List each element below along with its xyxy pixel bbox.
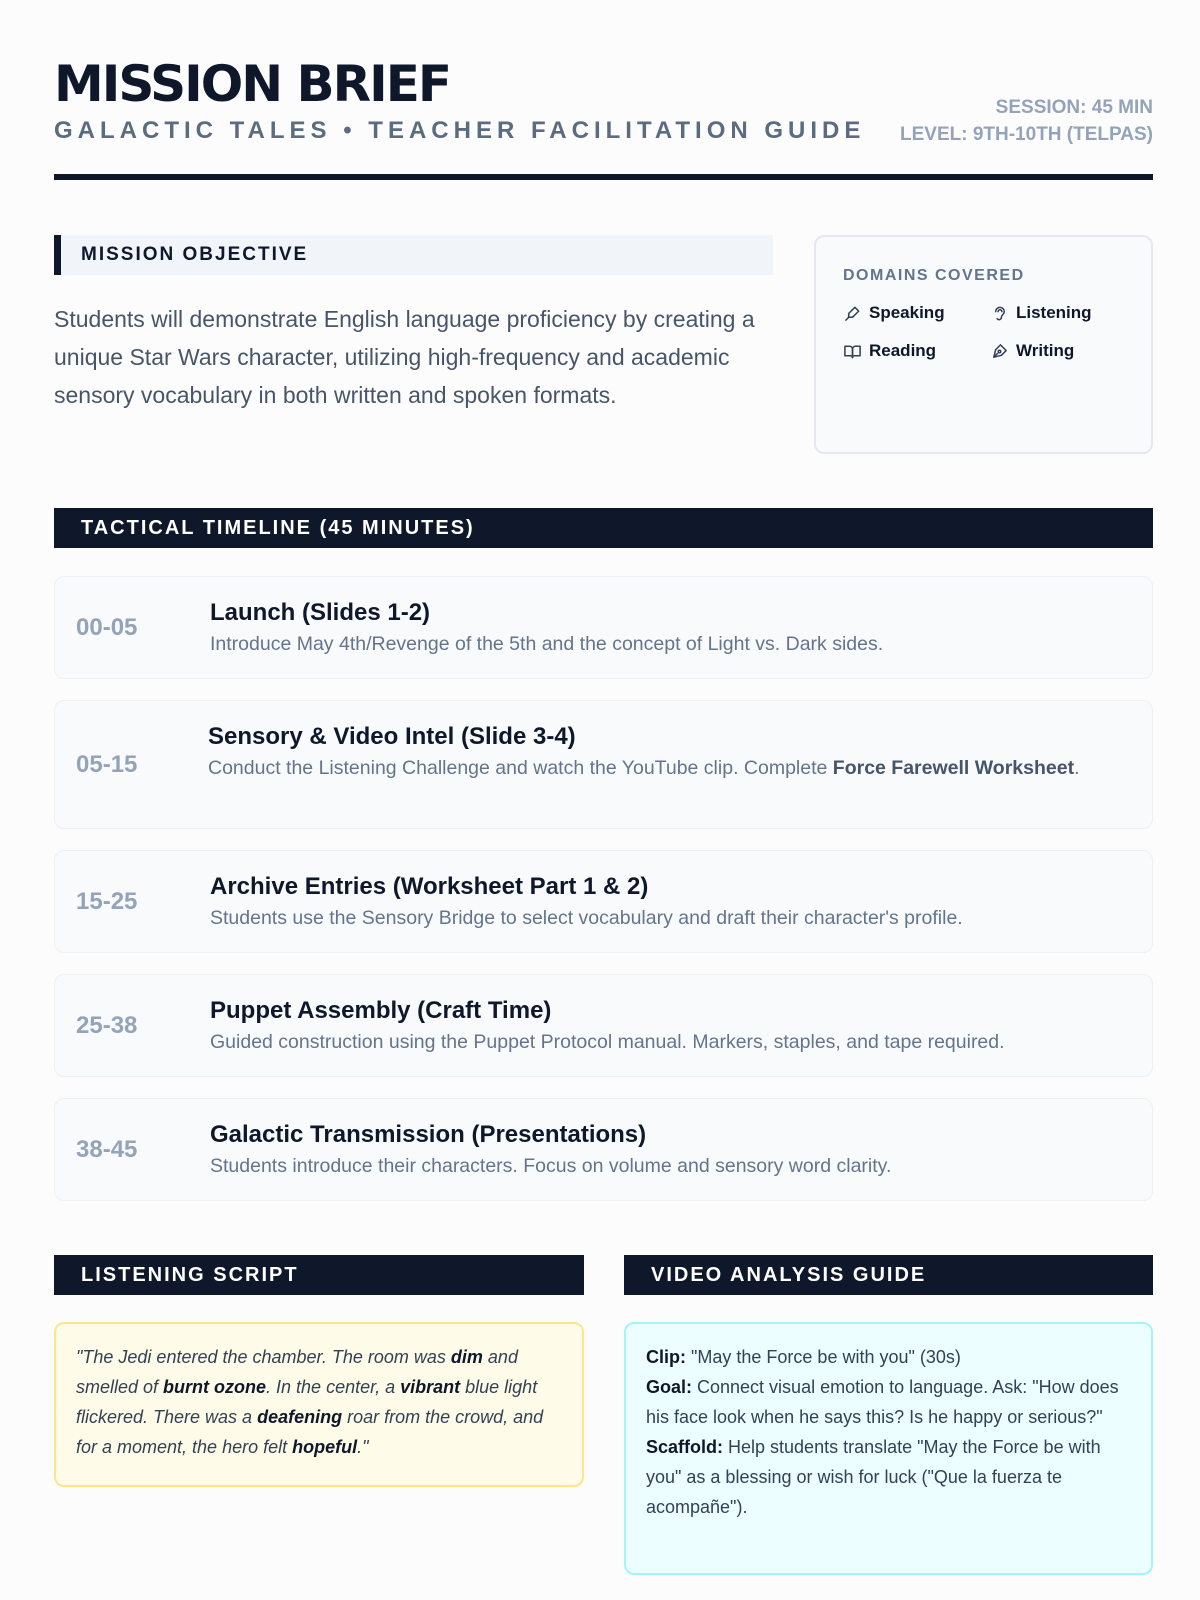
timeline-item xyxy=(54,1098,1153,1201)
listening-heading: LISTENING SCRIPT xyxy=(81,1264,299,1286)
timeline-time: 00-05 xyxy=(76,614,138,641)
grade-level: LEVEL: 9TH-10TH (TELPAS) xyxy=(900,124,1153,145)
domain-listening: Listening xyxy=(990,303,1092,323)
page-title: MISSION BRIEF xyxy=(54,55,451,113)
video-heading: VIDEO ANALYSIS GUIDE xyxy=(651,1264,927,1286)
timeline-heading: TACTICAL TIMELINE (45 MINUTES) xyxy=(81,517,475,539)
video-scaffold: Scaffold: Help students translate "May the Force be with you" as a blessing or wish for luck ("Que la fuerza te acompañe"). xyxy=(646,1437,1101,1517)
timeline-desc: Students introduce their characters. Focus on volume and sensory word clarity. xyxy=(210,1155,892,1177)
video-analysis-guide xyxy=(624,1322,1153,1575)
timeline-item xyxy=(54,974,1153,1077)
timeline-time: 25-38 xyxy=(76,1012,138,1039)
objective-text: Students will demonstrate English language proficiency by creating a unique Star Wars character, utilizing high-frequency and academic sensory vocabulary in both written and spoken formats. xyxy=(54,306,755,408)
domain-speaking: Speaking xyxy=(843,303,945,323)
domains-heading: DOMAINS COVERED xyxy=(843,267,1025,284)
objective-heading: MISSION OBJECTIVE xyxy=(81,244,309,265)
timeline-heading-bar xyxy=(54,508,1153,548)
timeline-time: 15-25 xyxy=(76,888,138,915)
timeline-time: 38-45 xyxy=(76,1136,138,1163)
session-meta xyxy=(900,94,1153,148)
page-subtitle: GALACTIC TALES • TEACHER FACILITATION GUIDE xyxy=(54,117,866,144)
video-goal: Goal: Connect visual emotion to language. Ask: "How does his face look when he says this? Is he happy or serious?" xyxy=(646,1377,1119,1427)
domains-card xyxy=(814,235,1153,454)
timeline-item xyxy=(54,576,1153,679)
timeline-title: Archive Entries (Worksheet Part 1 & 2) xyxy=(210,873,649,900)
page-header xyxy=(54,56,1153,182)
session-length: SESSION: 45 MIN xyxy=(995,97,1153,118)
video-heading-bar xyxy=(624,1255,1153,1295)
timeline-desc: Introduce May 4th/Revenge of the 5th and the concept of Light vs. Dark sides. xyxy=(210,633,884,655)
timeline-desc: Students use the Sensory Bridge to select vocabulary and draft their character's profile. xyxy=(210,907,963,929)
timeline-item xyxy=(54,700,1153,829)
domain-writing: Writing xyxy=(990,341,1074,361)
listening-script: "The Jedi entered the chamber. The room was dim and smelled of burnt ozone. In the center, a vibrant blue light flickered. There was a deafening roar from the crowd, and for a moment, the hero felt hopeful." xyxy=(54,1322,584,1487)
listening-heading-bar xyxy=(54,1255,584,1295)
book-icon xyxy=(843,342,862,361)
timeline-title: Puppet Assembly (Craft Time) xyxy=(210,997,552,1024)
domain-reading: Reading xyxy=(843,341,936,361)
pen-icon xyxy=(990,342,1009,361)
timeline-title: Launch (Slides 1-2) xyxy=(210,599,431,626)
video-clip: Clip: "May the Force be with you" (30s) xyxy=(646,1347,961,1367)
timeline-item xyxy=(54,850,1153,953)
timeline-title: Sensory & Video Intel (Slide 3-4) xyxy=(208,723,576,750)
header-divider xyxy=(54,174,1153,180)
timeline-time: 05-15 xyxy=(76,751,138,778)
objective-heading-bar xyxy=(54,235,773,275)
timeline-title: Galactic Transmission (Presentations) xyxy=(210,1121,647,1148)
microphone-icon xyxy=(843,304,862,323)
timeline-desc: Conduct the Listening Challenge and watch the YouTube clip. Complete Force Farewell Worksheet. xyxy=(208,757,1080,779)
timeline-desc: Guided construction using the Puppet Protocol manual. Markers, staples, and tape required. xyxy=(210,1031,1005,1053)
ear-icon xyxy=(990,304,1009,323)
